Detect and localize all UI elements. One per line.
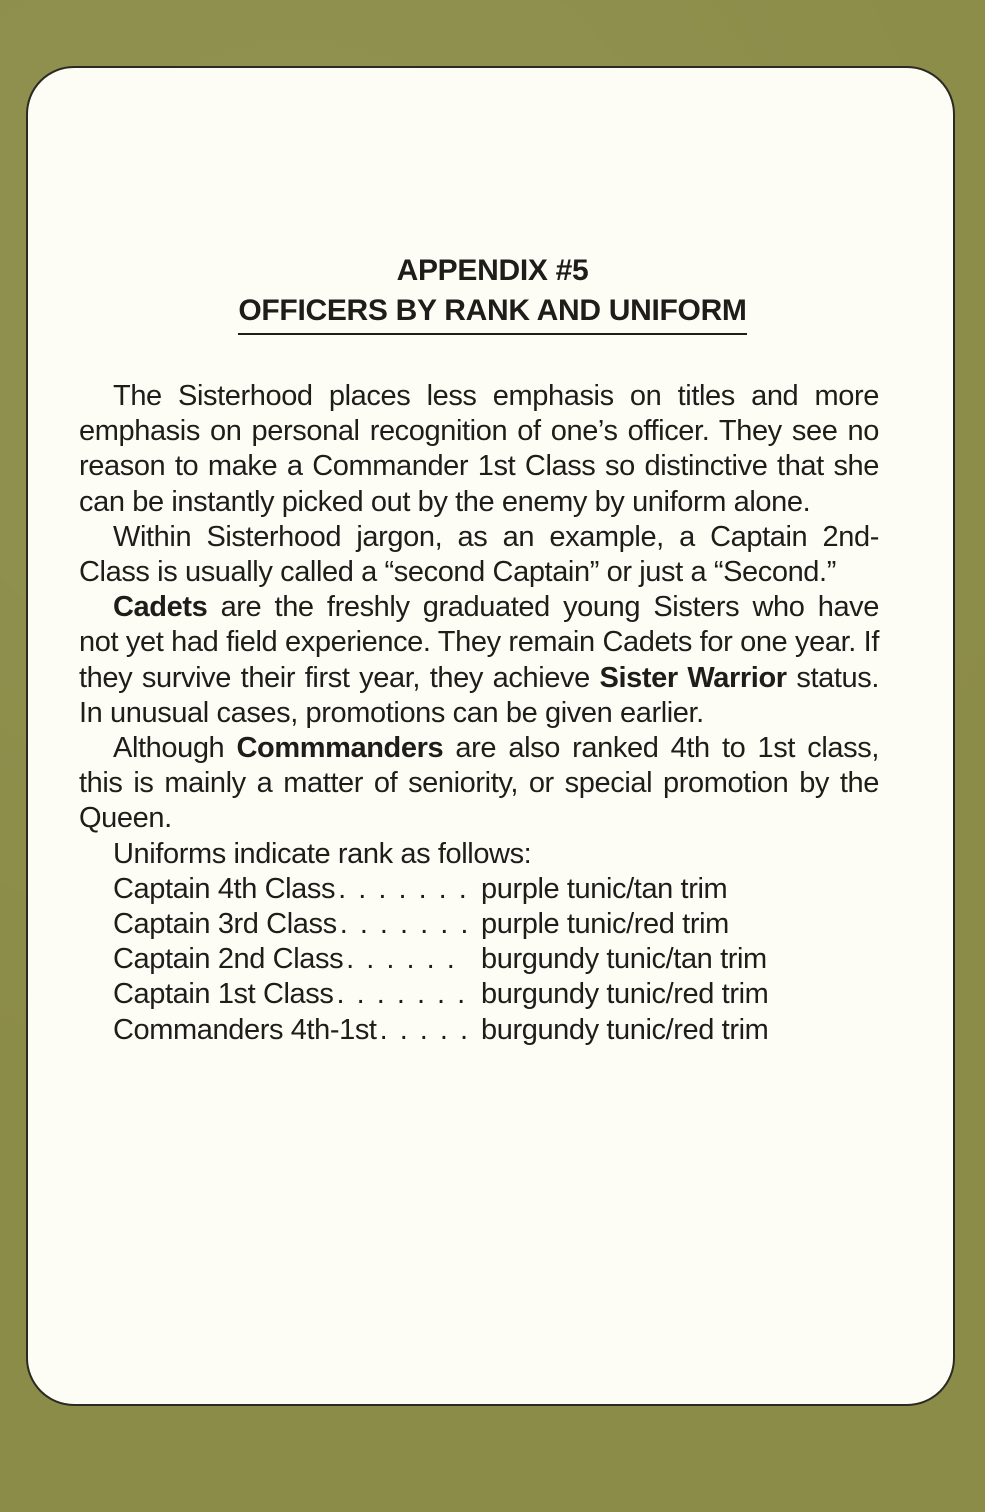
paragraph-cadets [79, 590, 879, 731]
rank-uniform: burgundy tunic/red trim [481, 1013, 769, 1046]
rank-list [79, 872, 879, 1048]
term-cadets: Cadets [113, 591, 208, 624]
page-card [26, 66, 955, 1406]
rank-uniform: burgundy tunic/tan trim [481, 943, 767, 976]
rank-name: Commanders 4th-1st [113, 1013, 377, 1046]
term-sister-warrior: Sister Warrior [599, 661, 787, 694]
appendix-number-title: APPENDIX #5 [396, 254, 589, 287]
paragraph-titles: The Sisterhood places less emphasis on titles and more emphasis on personal recognition of one’s officer. They see no reason to make a Commander 1st Class so distinctive that she can be instantly picked out by the enemy by uniform alone. [79, 380, 879, 518]
dot-leader [337, 907, 469, 942]
rank-name: Captain 2nd Class [113, 943, 344, 976]
rank-name: Captain 4th Class [113, 872, 336, 905]
commanders-text-2: are also ranked 4th to 1st class, this is mainly a matter of seniority, or special promotion by the Queen. [79, 732, 879, 835]
rank-row [79, 1013, 879, 1048]
rank-row [79, 942, 879, 977]
term-commanders: Commmanders [236, 732, 444, 765]
rank-row [79, 872, 879, 907]
appendix-subtitle: OFFICERS BY RANK AND UNIFORM [238, 291, 746, 335]
cadets-text-2: status. In unusual cases, promotions can be given earlier. [79, 661, 879, 729]
dot-leader [377, 1013, 469, 1048]
rank-name: Captain 3rd Class [113, 908, 337, 941]
rank-row [79, 907, 879, 942]
paragraph-commanders [79, 731, 879, 837]
ranks-intro: Uniforms indicate rank as follows: [113, 837, 532, 870]
cadets-text-1: are the freshly graduated young Sisters who have not yet had field experience. They remain Cadets for one year. If they survive their first year, they achieve [79, 591, 879, 694]
rank-row [79, 977, 879, 1012]
dot-leader [335, 872, 469, 907]
paragraph-jargon: Within Sisterhood jargon, as an example, a Captain 2nd-Class is usually called a “second Captain” or just a “Second.” [79, 520, 879, 589]
dot-leader [343, 942, 469, 977]
rank-uniform: burgundy tunic/red trim [481, 978, 769, 1011]
rank-uniform: purple tunic/red trim [481, 908, 729, 941]
body-text [79, 379, 879, 1048]
commanders-text-1: Although [113, 732, 237, 765]
appendix-heading [28, 251, 957, 335]
dot-leader [333, 977, 469, 1012]
rank-uniform: purple tunic/tan trim [481, 872, 728, 905]
rank-name: Captain 1st Class [113, 978, 334, 1011]
